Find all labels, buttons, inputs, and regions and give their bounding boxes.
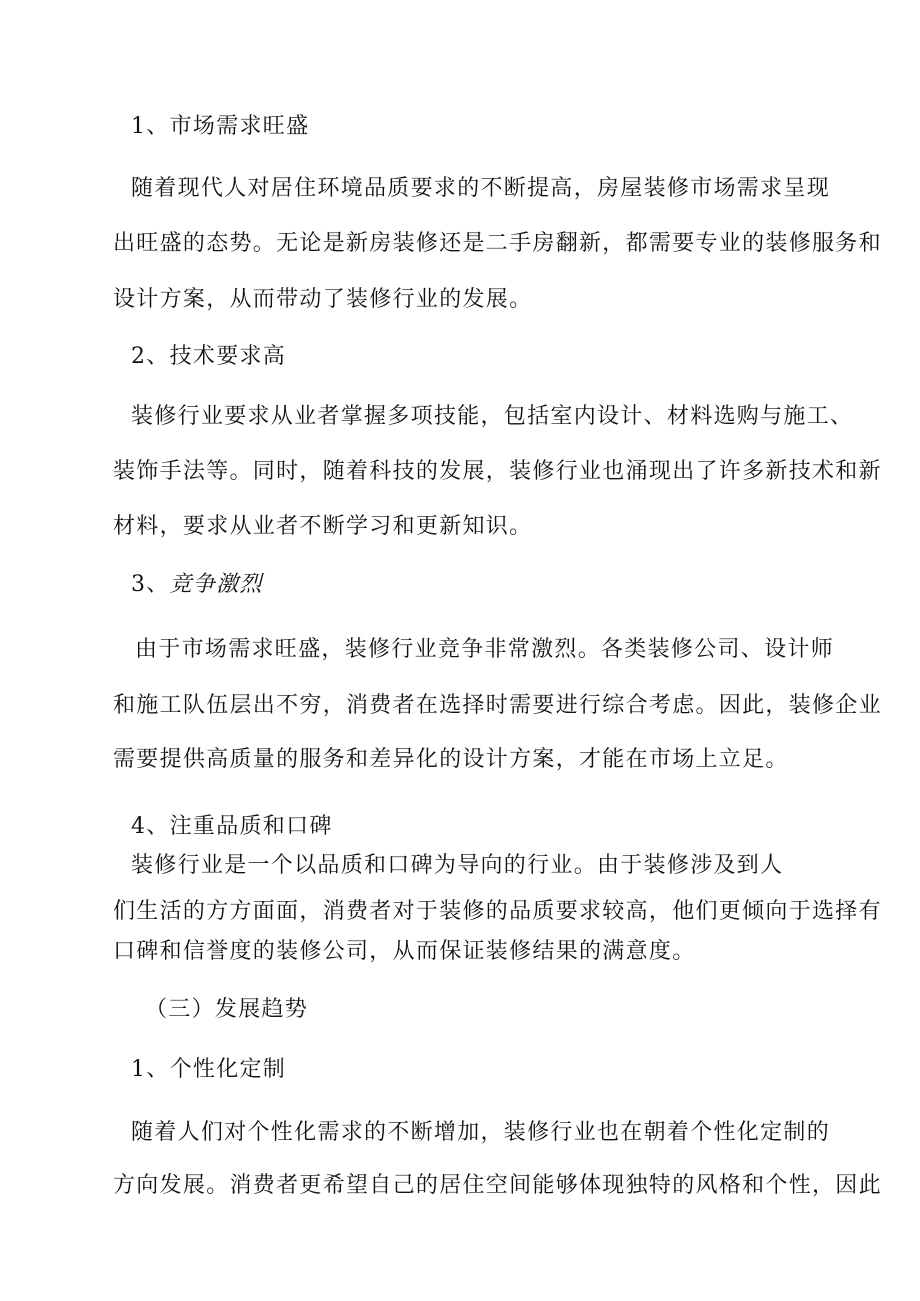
paragraph-line: 们生活的方方面面，消费者对于装修的品质要求较高，他们更倾向于选择有 <box>113 899 882 924</box>
paragraph-line: 材料，要求从业者不断学习和更新知识。 <box>113 514 533 539</box>
section-heading: 2、技术要求高 <box>131 344 287 369</box>
paragraph-line: 和施工队伍层出不穷，消费者在选择时需要进行综合考虑。因此，装修企业 <box>113 693 882 718</box>
paragraph-line: 出旺盛的态势。无论是新房装修还是二手房翻新，都需要专业的装修服务和 <box>113 231 882 256</box>
heading-text: 竞争激烈 <box>169 572 263 597</box>
paragraph-line: 需要提供高质量的服务和差异化的设计方案，才能在市场上立足。 <box>113 747 789 772</box>
paragraph-line: 口碑和信誉度的装修公司，从而保证装修结果的满意度。 <box>113 939 696 964</box>
chapter-heading: （三）发展趋势 <box>145 997 309 1022</box>
heading-number: 3、 <box>131 572 170 597</box>
section-heading: 1、市场需求旺盛 <box>131 114 310 139</box>
paragraph-line: 由于市场需求旺盛，装修行业竞争非常激烈。各类装修公司、设计师 <box>135 637 835 662</box>
section-heading: 4、注重品质和口碑 <box>131 814 333 839</box>
paragraph-line: 随着现代人对居住环境品质要求的不断提高，房屋装修市场需求呈现 <box>131 176 831 201</box>
section-heading: 1、个性化定制 <box>131 1057 287 1082</box>
section-heading <box>131 572 263 598</box>
paragraph-line: 装修行业是一个以品质和口碑为导向的行业。由于装修涉及到人 <box>131 853 784 878</box>
paragraph-line: 装饰手法等。同时，随着科技的发展，装修行业也涌现出了许多新技术和新 <box>113 459 882 484</box>
paragraph-line: 设计方案，从而带动了装修行业的发展。 <box>113 287 533 312</box>
paragraph-line: 随着人们对个性化需求的不断增加，装修行业也在朝着个性化定制的 <box>131 1120 831 1145</box>
paragraph-line: 方向发展。消费者更希望自己的居住空间能够体现独特的风格和个性，因此 <box>113 1173 882 1198</box>
paragraph-line: 装修行业要求从业者掌握多项技能，包括室内设计、材料选购与施工、 <box>131 404 854 429</box>
